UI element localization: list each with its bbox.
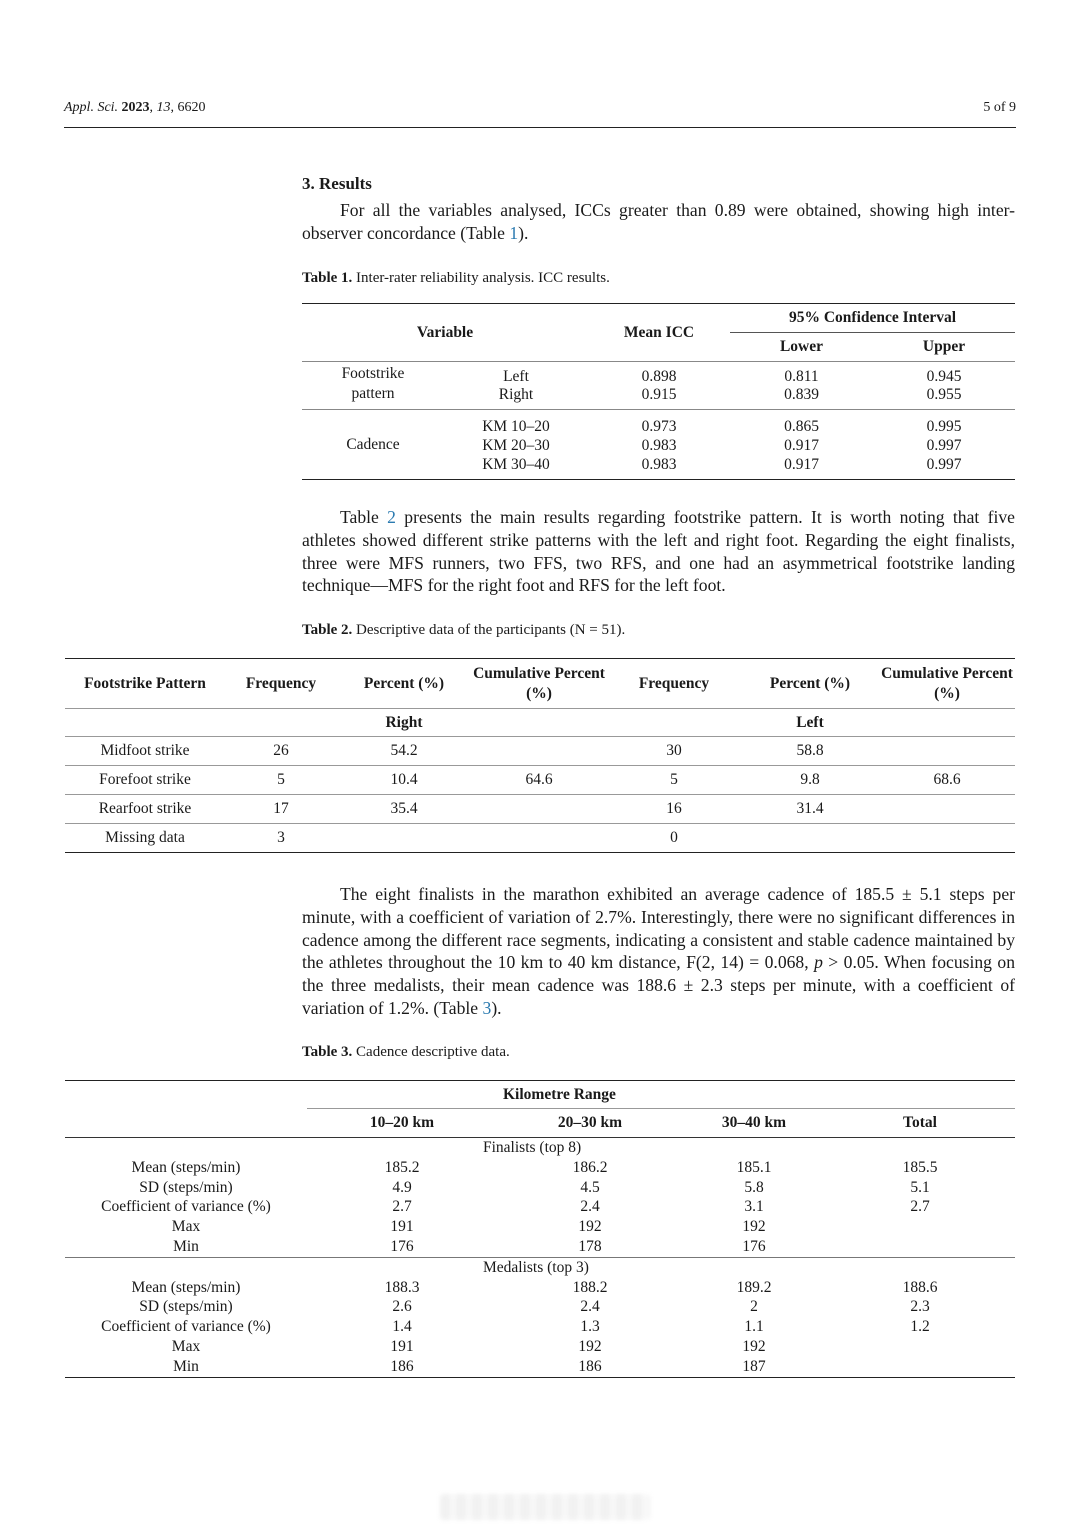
row-label: KM 10–20 — [482, 417, 550, 435]
cell-left-cumulative — [879, 737, 1015, 766]
table-row — [65, 1197, 1015, 1217]
cell-value — [825, 1237, 1015, 1257]
cell-right-cumulative — [471, 824, 607, 853]
row-label: Min — [65, 1357, 307, 1377]
cell-right-percent: 35.4 — [337, 795, 471, 824]
row-label: Forefoot strike — [65, 766, 225, 795]
cell-value — [825, 1337, 1015, 1357]
journal-name: Appl. Sci. — [64, 100, 119, 115]
table-3-link[interactable]: 3 — [482, 997, 492, 1018]
row-label: Mean (steps/min) — [131, 1158, 241, 1176]
row-label: Midfoot strike — [65, 737, 225, 766]
cell-lower: 0.917 — [784, 436, 819, 454]
cell-value: 1.1 — [744, 1318, 764, 1336]
cell-value: 178 — [578, 1237, 602, 1255]
cell-left-percent: 31.4 — [741, 795, 879, 824]
group-header-row — [65, 1257, 1015, 1277]
header-left-frequency: Frequency — [607, 659, 741, 709]
paragraph-text: Table — [340, 507, 388, 527]
cell-right-frequency: 17 — [225, 795, 337, 824]
cell-value: 4.5 — [580, 1178, 600, 1196]
table-row — [65, 766, 1015, 795]
header-divider — [64, 127, 1016, 128]
subheader-right: Right — [337, 709, 471, 737]
cell-left-frequency: 5 — [607, 766, 741, 795]
row-label: Rearfoot strike — [65, 795, 225, 824]
cell-upper: 0.997 — [926, 455, 962, 473]
cell-value: 188.6 — [902, 1278, 938, 1296]
table-row — [65, 1158, 1015, 1178]
cell-upper: 0.995 — [926, 417, 962, 435]
row-label: Mean (steps/min) — [131, 1278, 241, 1296]
header-left-percent: Percent (%) — [741, 659, 879, 709]
cell-upper: 0.955 — [926, 385, 962, 403]
header-20-30: 20–30 km — [557, 1114, 623, 1131]
table-row — [65, 1337, 1015, 1357]
table-row — [65, 1217, 1015, 1237]
cell-right-cumulative: 64.6 — [471, 766, 607, 795]
p-value-symbol: p — [814, 952, 823, 973]
table-2-footstrike — [65, 658, 1015, 853]
watermark — [440, 1494, 650, 1520]
paragraph-icc — [302, 199, 1015, 245]
cell-value: 2.7 — [910, 1198, 930, 1216]
journal-year: 2023 — [121, 100, 150, 115]
group-footstrike — [302, 362, 444, 410]
cell-value: 191 — [390, 1218, 414, 1236]
cell-value: 1.2 — [910, 1318, 930, 1336]
caption-label: Table 1. — [302, 270, 353, 286]
cell-value: 192 — [578, 1337, 602, 1355]
cell-right-frequency: 5 — [225, 766, 337, 795]
table-2-link[interactable]: 2 — [387, 507, 396, 527]
paragraph-text: ). — [518, 222, 529, 243]
paragraph-footstrike — [302, 506, 1015, 597]
cell-right-percent: 54.2 — [337, 737, 471, 766]
row-label: Coefficient of variance (%) — [101, 1198, 271, 1216]
results-section — [302, 174, 1015, 245]
paragraph-cadence — [302, 883, 1015, 1020]
row-label: Max — [171, 1337, 201, 1355]
cell-value: 192 — [742, 1337, 766, 1355]
table-row — [65, 795, 1015, 824]
cell-value: 186.2 — [572, 1158, 608, 1176]
table-1-caption — [302, 270, 1015, 287]
cell-left-cumulative: 68.6 — [879, 766, 1015, 795]
subheader-left: Left — [741, 709, 879, 737]
header-upper: Upper — [873, 333, 1015, 362]
cell-right-frequency: 26 — [225, 737, 337, 766]
cell-value: 4.9 — [392, 1178, 412, 1196]
cell-lower: 0.839 — [784, 385, 819, 403]
cell-mean: 0.915 — [641, 385, 677, 403]
cell-lower: 0.811 — [784, 367, 819, 385]
caption-text: Cadence descriptive data. — [352, 1044, 510, 1060]
cell-value: 2.3 — [910, 1298, 930, 1316]
cell-right-cumulative — [471, 795, 607, 824]
cell-value: 192 — [578, 1218, 602, 1236]
header-left-cumulative: Cumulative Percent (%) — [879, 659, 1015, 709]
paragraph-text: For all the variables analysed, ICCs greater than 0.89 were obtained, showing high inter-observer concordance (Table — [302, 200, 1015, 243]
cell-value: 5.1 — [910, 1178, 930, 1196]
header-right-frequency: Frequency — [225, 659, 337, 709]
group-label: Footstrike — [341, 364, 405, 382]
cell-lower: 0.917 — [784, 455, 819, 473]
paragraph-text: > 0.05. When focusing on the three medalists, their mean cadence was 188.6 ± 2.3 steps per minute, with a coefficient of variation of 1.2%. (Table — [302, 952, 1016, 1018]
header-ci: 95% Confidence Interval — [730, 304, 1015, 333]
group-label: pattern — [351, 384, 395, 402]
cell-value: 189.2 — [736, 1278, 772, 1296]
article-number: 6620 — [177, 100, 206, 115]
cell-left-cumulative — [879, 824, 1015, 853]
table-row — [65, 824, 1015, 853]
cell-lower: 0.865 — [784, 417, 819, 435]
row-label: Min — [173, 1237, 199, 1255]
cell-value: 185.5 — [902, 1158, 938, 1176]
cell-value: 176 — [390, 1237, 414, 1255]
cell-left-cumulative — [879, 795, 1015, 824]
journal-citation: Appl. Sci. 2023, 13, 6620 — [64, 100, 206, 115]
caption-label: Table 2. — [302, 622, 353, 638]
row-label: SD (steps/min) — [139, 1178, 233, 1196]
cell-right-frequency: 3 — [225, 824, 337, 853]
cell-upper: 0.945 — [926, 367, 962, 385]
cell-mean: 0.983 — [641, 436, 677, 454]
table-row — [65, 1357, 1015, 1377]
group-title: Medalists (top 3) — [483, 1258, 589, 1276]
cell-left-percent — [741, 824, 879, 853]
cell-value: 187 — [683, 1357, 825, 1377]
cell-value — [825, 1357, 1015, 1377]
row-label: KM 30–40 — [482, 455, 550, 473]
cell-right-cumulative — [471, 737, 607, 766]
cell-value: 186 — [307, 1357, 497, 1377]
cell-value: 192 — [742, 1218, 766, 1236]
cell-value: 185.2 — [384, 1158, 420, 1176]
cell-value: 188.3 — [384, 1278, 420, 1296]
cell-value: 1.4 — [392, 1318, 412, 1336]
group-header-row — [65, 1138, 1015, 1158]
row-label: SD (steps/min) — [139, 1298, 233, 1316]
caption-text: Inter-rater reliability analysis. ICC results. — [352, 270, 610, 286]
cell-value: 5.8 — [744, 1178, 764, 1196]
cell-mean: 0.983 — [641, 455, 677, 473]
cell-value: 185.1 — [736, 1158, 772, 1176]
cell-value: 2.6 — [392, 1298, 412, 1316]
caption-label: Table 3. — [302, 1044, 353, 1060]
cell-value: 2 — [750, 1298, 758, 1316]
cell-upper: 0.997 — [926, 436, 962, 454]
cell-value: 2.4 — [580, 1198, 600, 1216]
table-row — [65, 1178, 1015, 1198]
header-kilometre-range: Kilometre Range — [307, 1081, 1015, 1109]
running-header — [64, 100, 1016, 116]
section-title: 3. Results — [302, 174, 372, 193]
caption-text: Descriptive data of the participants (N = 51). — [352, 622, 626, 638]
table-3-caption — [302, 1044, 1015, 1061]
cell-left-frequency: 16 — [607, 795, 741, 824]
table-row — [302, 410, 1015, 436]
header-footstrike-pattern: Footstrike Pattern — [65, 659, 225, 709]
row-label: Max — [171, 1218, 201, 1236]
table-1-link[interactable]: 1 — [509, 222, 519, 243]
table-row — [65, 1317, 1015, 1337]
table-3-cadence — [65, 1080, 1015, 1378]
cell-value — [825, 1217, 1015, 1237]
cell-value: 191 — [390, 1337, 414, 1355]
row-label: Left — [503, 367, 529, 385]
group-cadence: Cadence — [302, 410, 444, 480]
cell-left-percent: 58.8 — [741, 737, 879, 766]
cell-mean: 0.898 — [641, 367, 677, 385]
cell-value: 1.3 — [580, 1318, 600, 1336]
row-label: Right — [498, 385, 534, 403]
row-label: KM 20–30 — [482, 436, 550, 454]
header-lower: Lower — [730, 333, 873, 362]
cell-value: 188.2 — [572, 1278, 608, 1296]
cell-right-percent: 10.4 — [337, 766, 471, 795]
journal-volume: 13 — [156, 100, 171, 115]
cell-mean: 0.973 — [641, 417, 677, 435]
header-right-percent: Percent (%) — [337, 659, 471, 709]
table-2-caption — [302, 622, 1015, 639]
paragraph-text: The eight finalists in the marathon exhibited an average cadence of 185.5 ± 5.1 steps per minute, with a coefficient of variation of 2.7%. Interestingly, there were no significant differences in cadence among the different race segments, indicating a consistent and stable cadence maintained by the athletes throughout the 10 km to 40 km distance, F(2, 14) = 0.068, — [302, 884, 1015, 973]
header-total: Total — [903, 1114, 937, 1131]
table-row — [65, 1237, 1015, 1257]
table-row — [65, 1297, 1015, 1317]
group-title: Finalists (top 8) — [483, 1139, 582, 1156]
table-row — [302, 362, 1015, 386]
header-right-cumulative: Cumulative Percent (%) — [471, 659, 607, 709]
page-number: 5 of 9 — [983, 100, 1016, 115]
table-row — [65, 1278, 1015, 1298]
cell-value: 176 — [742, 1237, 766, 1255]
cell-value: 3.1 — [744, 1198, 764, 1216]
cell-value: 186 — [497, 1357, 683, 1377]
table-1-icc — [302, 303, 1015, 480]
cell-left-frequency: 0 — [607, 824, 741, 853]
cell-value: 2.4 — [580, 1298, 600, 1316]
table-row — [65, 737, 1015, 766]
paragraph-text: presents the main results regarding footstrike pattern. It is worth noting that five athletes showed different strike patterns with the left and right foot. Regarding the eight finalists, three were MFS runners, two FFS, two RFS, and one had an asymmetrical footstrike landing technique—MFS for the right foot and RFS for the left foot. — [302, 507, 1015, 596]
cell-left-frequency: 30 — [607, 737, 741, 766]
paragraph-text: ). — [491, 997, 502, 1018]
cadence-section — [302, 883, 1015, 1020]
cell-value: 2.7 — [392, 1198, 412, 1216]
header-variable: Variable — [302, 304, 588, 362]
row-label: Coefficient of variance (%) — [101, 1318, 271, 1336]
header-30-40: 30–40 km — [721, 1114, 787, 1131]
cell-right-percent — [337, 824, 471, 853]
cell-left-percent: 9.8 — [741, 766, 879, 795]
footstrike-section — [302, 506, 1015, 597]
header-10-20: 10–20 km — [369, 1114, 435, 1131]
header-mean-icc: Mean ICC — [588, 304, 730, 362]
row-label: Missing data — [65, 824, 225, 853]
